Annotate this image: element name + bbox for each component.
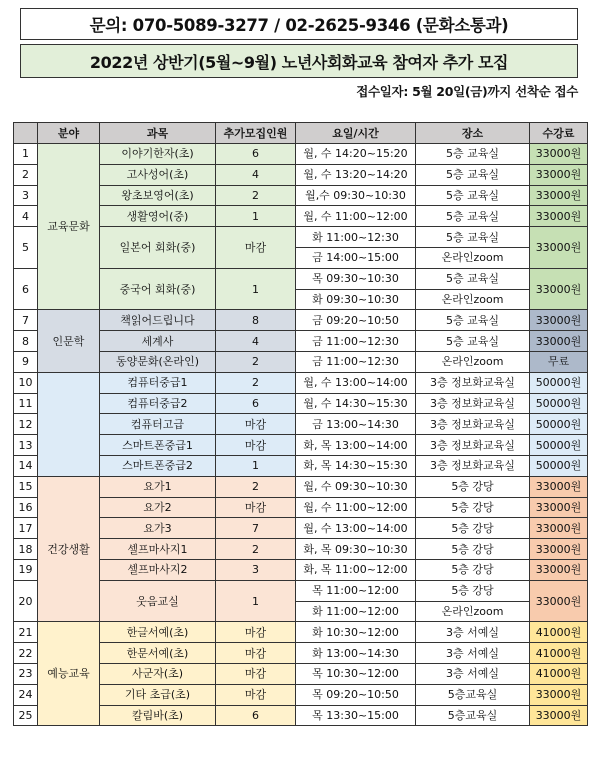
place-cell: 5층 교육실	[416, 164, 530, 185]
count-cell: 8	[216, 310, 296, 331]
subject-cell: 요가2	[100, 497, 216, 518]
row-number: 8	[14, 331, 38, 352]
time-cell: 월, 수 13:00~14:00	[296, 518, 416, 539]
subject-cell: 셀프마사지1	[100, 539, 216, 560]
count-cell: 마감	[216, 435, 296, 456]
row-number: 7	[14, 310, 38, 331]
table-body	[14, 144, 588, 726]
fee-cell: 41000원	[530, 622, 588, 643]
count-cell: 2	[216, 539, 296, 560]
time-cell: 목 13:30~15:00	[296, 705, 416, 726]
place-cell: 3층 정보화교육실	[416, 414, 530, 435]
subject-cell: 컴퓨터중급2	[100, 393, 216, 414]
fee-cell: 41000원	[530, 643, 588, 664]
fee-cell: 33000원	[530, 331, 588, 352]
time-cell: 월, 수 09:30~10:30	[296, 476, 416, 497]
subject-cell: 이야기한자(초)	[100, 144, 216, 165]
count-cell: 마감	[216, 414, 296, 435]
area-cell: 인문학	[38, 310, 100, 372]
time-cell: 월, 수 14:30~15:30	[296, 393, 416, 414]
subject-cell: 왕초보영어(초)	[100, 185, 216, 206]
row-number: 21	[14, 622, 38, 643]
fee-cell: 33000원	[530, 497, 588, 518]
subject-cell: 셀프마사지2	[100, 559, 216, 580]
row-number: 10	[14, 372, 38, 393]
row-number: 18	[14, 539, 38, 560]
row-number: 5	[14, 227, 38, 269]
fee-cell: 33000원	[530, 580, 588, 622]
table-row	[14, 539, 588, 560]
place-cell: 3층 정보화교육실	[416, 393, 530, 414]
fee-cell: 33000원	[530, 164, 588, 185]
row-number: 15	[14, 476, 38, 497]
place-cell: 온라인zoom	[416, 351, 530, 372]
col-header-no	[14, 123, 38, 144]
fee-cell: 33000원	[530, 684, 588, 705]
subject-cell: 일본어 회화(중)	[100, 227, 216, 269]
table-row	[14, 351, 588, 372]
row-number: 11	[14, 393, 38, 414]
col-header-fee: 수강료	[530, 123, 588, 144]
fee-cell: 41000원	[530, 663, 588, 684]
time-cell: 목 09:30~10:30	[296, 268, 416, 289]
place-cell: 3층 서예실	[416, 622, 530, 643]
place-cell: 온라인zoom	[416, 601, 530, 622]
table-row	[14, 310, 588, 331]
subject-cell: 요가3	[100, 518, 216, 539]
place-cell: 3층 서예실	[416, 663, 530, 684]
count-cell: 6	[216, 393, 296, 414]
subject-cell: 웃음교실	[100, 580, 216, 622]
place-cell: 5층 교육실	[416, 268, 530, 289]
fee-cell: 33000원	[530, 206, 588, 227]
table-header-row	[14, 123, 588, 144]
time-cell: 화, 목 09:30~10:30	[296, 539, 416, 560]
table-row	[14, 331, 588, 352]
row-number: 4	[14, 206, 38, 227]
area-cell	[38, 372, 100, 476]
row-number: 20	[14, 580, 38, 622]
time-cell: 화 10:30~12:00	[296, 622, 416, 643]
fee-cell: 50000원	[530, 393, 588, 414]
table-row	[14, 414, 588, 435]
table-row	[14, 684, 588, 705]
fee-cell: 33000원	[530, 539, 588, 560]
table-row	[14, 393, 588, 414]
row-number: 17	[14, 518, 38, 539]
place-cell: 5층교육실	[416, 705, 530, 726]
fee-cell: 무료	[530, 351, 588, 372]
table-row	[14, 435, 588, 456]
row-number: 6	[14, 268, 38, 310]
table-row	[14, 518, 588, 539]
time-cell: 화 13:00~14:30	[296, 643, 416, 664]
contact-text: 문의: 070-5089-3277 / 02-2625-9346 (문화소통과)	[89, 16, 509, 35]
col-header-count: 추가모집인원	[216, 123, 296, 144]
subject-cell: 칼림바(초)	[100, 705, 216, 726]
subject-cell: 생활영어(중)	[100, 206, 216, 227]
count-cell: 마감	[216, 227, 296, 269]
row-number: 16	[14, 497, 38, 518]
subject-cell: 고사성어(초)	[100, 164, 216, 185]
subject-cell: 사군자(초)	[100, 663, 216, 684]
place-cell: 3층 정보화교육실	[416, 455, 530, 476]
fee-cell: 33000원	[530, 185, 588, 206]
place-cell: 5층 강당	[416, 559, 530, 580]
table-row	[14, 227, 588, 248]
count-cell: 3	[216, 559, 296, 580]
contact-banner	[20, 8, 578, 40]
table-row	[14, 559, 588, 580]
subject-cell: 기타 초급(초)	[100, 684, 216, 705]
place-cell: 5층 교육실	[416, 227, 530, 248]
schedule-table	[13, 122, 588, 726]
row-number: 9	[14, 351, 38, 372]
count-cell: 마감	[216, 684, 296, 705]
count-cell: 6	[216, 144, 296, 165]
fee-cell: 50000원	[530, 455, 588, 476]
time-cell: 화, 목 11:00~12:00	[296, 559, 416, 580]
count-cell: 4	[216, 164, 296, 185]
place-cell: 5층 강당	[416, 497, 530, 518]
fee-cell: 33000원	[530, 310, 588, 331]
col-header-time: 요일/시간	[296, 123, 416, 144]
place-cell: 5층 교육실	[416, 310, 530, 331]
time-cell: 금 11:00~12:30	[296, 331, 416, 352]
fee-cell: 33000원	[530, 268, 588, 310]
area-cell: 예능교육	[38, 622, 100, 726]
row-number: 3	[14, 185, 38, 206]
subject-cell: 한글서예(초)	[100, 622, 216, 643]
row-number: 23	[14, 663, 38, 684]
place-cell: 5층 강당	[416, 539, 530, 560]
time-cell: 월, 수 14:20~15:20	[296, 144, 416, 165]
place-cell: 5층 강당	[416, 518, 530, 539]
subject-cell: 동양문화(온라인)	[100, 351, 216, 372]
time-cell: 금 09:20~10:50	[296, 310, 416, 331]
row-number: 12	[14, 414, 38, 435]
subject-cell: 스마트폰중급1	[100, 435, 216, 456]
place-cell: 5층 강당	[416, 580, 530, 601]
count-cell: 1	[216, 455, 296, 476]
row-number: 24	[14, 684, 38, 705]
table-row	[14, 372, 588, 393]
table-row	[14, 497, 588, 518]
count-cell: 마감	[216, 622, 296, 643]
time-cell: 화 09:30~10:30	[296, 289, 416, 310]
row-number: 22	[14, 643, 38, 664]
table-row	[14, 580, 588, 601]
subject-cell: 컴퓨터고급	[100, 414, 216, 435]
count-cell: 1	[216, 206, 296, 227]
row-number: 1	[14, 144, 38, 165]
place-cell: 3층 서예실	[416, 643, 530, 664]
count-cell: 6	[216, 705, 296, 726]
time-cell: 화 11:00~12:00	[296, 601, 416, 622]
place-cell: 5층 교육실	[416, 331, 530, 352]
table-row	[14, 164, 588, 185]
table-row	[14, 663, 588, 684]
fee-cell: 33000원	[530, 227, 588, 269]
count-cell: 마감	[216, 663, 296, 684]
fee-cell: 50000원	[530, 414, 588, 435]
time-cell: 화, 목 13:00~14:00	[296, 435, 416, 456]
subject-cell: 요가1	[100, 476, 216, 497]
time-cell: 월, 수 13:20~14:20	[296, 164, 416, 185]
fee-cell: 33000원	[530, 144, 588, 165]
count-cell: 1	[216, 580, 296, 622]
table-row	[14, 268, 588, 289]
place-cell: 5층 교육실	[416, 185, 530, 206]
count-cell: 마감	[216, 497, 296, 518]
col-header-area: 분야	[38, 123, 100, 144]
area-cell: 교육문화	[38, 144, 100, 310]
page-title-text: 2022년 상반기(5월~9월) 노년사회화교육 참여자 추가 모집	[89, 52, 509, 72]
table-row	[14, 144, 588, 165]
table-row	[14, 476, 588, 497]
count-cell: 1	[216, 268, 296, 310]
table-row	[14, 705, 588, 726]
subject-cell: 책읽어드립니다	[100, 310, 216, 331]
subject-cell: 한문서예(초)	[100, 643, 216, 664]
count-cell: 2	[216, 351, 296, 372]
subject-cell: 컴퓨터중급1	[100, 372, 216, 393]
count-cell: 마감	[216, 643, 296, 664]
place-cell: 5층 교육실	[416, 206, 530, 227]
fee-cell: 50000원	[530, 435, 588, 456]
table-row	[14, 206, 588, 227]
table-row	[14, 622, 588, 643]
time-cell: 목 11:00~12:00	[296, 580, 416, 601]
count-cell: 2	[216, 185, 296, 206]
area-cell: 건강생활	[38, 476, 100, 622]
time-cell: 화 11:00~12:30	[296, 227, 416, 248]
row-number: 14	[14, 455, 38, 476]
time-cell: 월, 수 11:00~12:00	[296, 497, 416, 518]
subject-cell: 스마트폰중급2	[100, 455, 216, 476]
col-header-subject: 과목	[100, 123, 216, 144]
time-cell: 월,수 09:30~10:30	[296, 185, 416, 206]
place-cell: 3층 정보화교육실	[416, 372, 530, 393]
time-cell: 화, 목 14:30~15:30	[296, 455, 416, 476]
time-cell: 금 14:00~15:00	[296, 247, 416, 268]
row-number: 13	[14, 435, 38, 456]
count-cell: 7	[216, 518, 296, 539]
table-row	[14, 185, 588, 206]
fee-cell: 50000원	[530, 372, 588, 393]
page-title	[20, 44, 578, 78]
time-cell: 금 11:00~12:30	[296, 351, 416, 372]
count-cell: 4	[216, 331, 296, 352]
place-cell: 온라인zoom	[416, 289, 530, 310]
subject-cell: 세계사	[100, 331, 216, 352]
subject-cell: 중국어 회화(중)	[100, 268, 216, 310]
fee-cell: 33000원	[530, 705, 588, 726]
time-cell: 목 10:30~12:00	[296, 663, 416, 684]
time-cell: 금 13:00~14:30	[296, 414, 416, 435]
place-cell: 온라인zoom	[416, 247, 530, 268]
count-cell: 2	[216, 372, 296, 393]
application-period: 접수일자: 5월 20일(금)까지 선착순 접수	[356, 84, 578, 99]
table-row	[14, 643, 588, 664]
row-number: 25	[14, 705, 38, 726]
row-number: 2	[14, 164, 38, 185]
col-header-place: 장소	[416, 123, 530, 144]
row-number: 19	[14, 559, 38, 580]
time-cell: 월, 수 11:00~12:00	[296, 206, 416, 227]
time-cell: 목 09:20~10:50	[296, 684, 416, 705]
place-cell: 5층 강당	[416, 476, 530, 497]
fee-cell: 33000원	[530, 476, 588, 497]
place-cell: 5층 교육실	[416, 144, 530, 165]
place-cell: 5층교육실	[416, 684, 530, 705]
count-cell: 2	[216, 476, 296, 497]
fee-cell: 33000원	[530, 518, 588, 539]
place-cell: 3층 정보화교육실	[416, 435, 530, 456]
table-row	[14, 455, 588, 476]
fee-cell: 33000원	[530, 559, 588, 580]
time-cell: 월, 수 13:00~14:00	[296, 372, 416, 393]
